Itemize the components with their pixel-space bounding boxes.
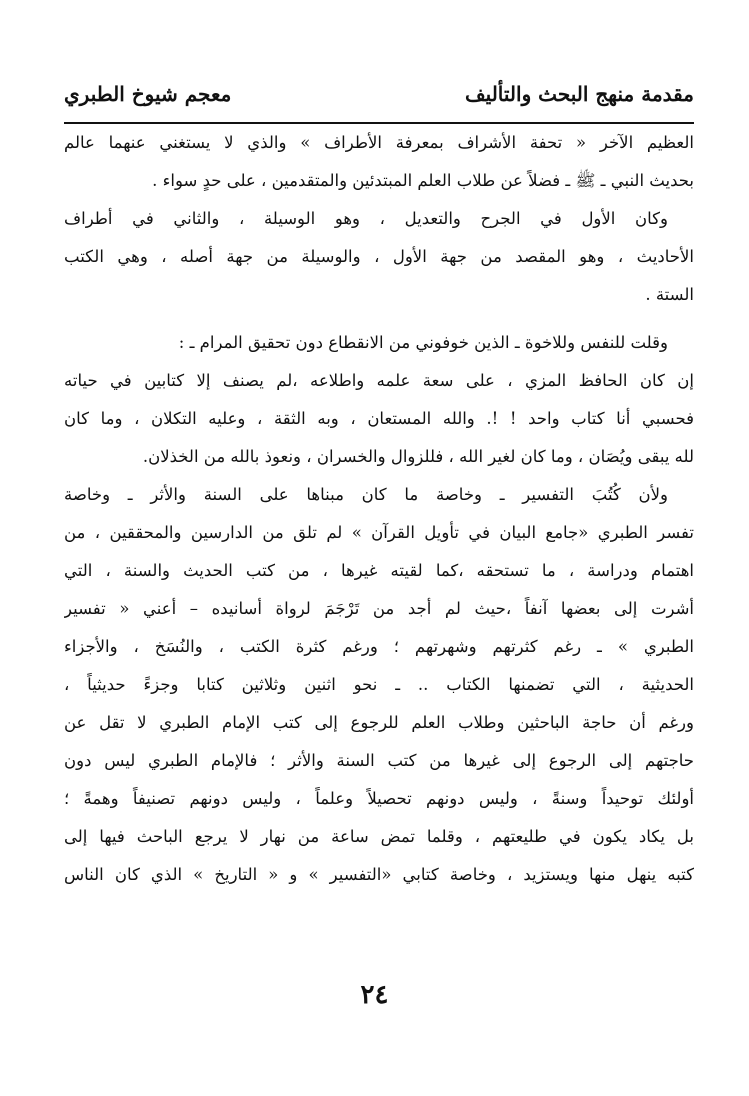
page-header — [64, 82, 694, 116]
text-line: وكان الأول في الجرح والتعديل ، وهو الوسيلة ، والثاني في أطراف — [64, 209, 668, 228]
text-line: ورغم أن حاجة الباحثين وطلاب العلم للرجوع إلى كتب الإمام الطبري لا تقل عن — [64, 713, 694, 732]
body-text — [64, 124, 694, 894]
text-line: الأحاديث ، وهو المقصد من جهة الأول ، والوسيلة من جهة أصله ، وهي الكتب — [64, 247, 694, 266]
text-line: لله يبقى ويُصَان ، وما كان لغير الله ، فللزوال والخسران ، ونعوذ بالله من الخذلان. — [142, 447, 694, 466]
text-line: الستة . — [645, 285, 694, 304]
text-line: بل يكاد يكون في طليعتهم ، وقلما تمض ساعة من نهار لا يرجع الباحث فيها إلى — [64, 827, 694, 846]
text-line: تفسر الطبري «جامع البيان في تأويل القرآن » لم تلق من الدارسين والمحققين ، من — [64, 523, 694, 542]
text-line: حاجتهم إلى الرجوع إلى غيرها من كتب السنة والأثر ؛ فالإمام الطبري ليس دون — [64, 751, 694, 770]
text-line: فحسبي أنا كتاب واحد ! !. والله المستعان ، وبه الثقة ، وعليه التكلان ، وما كان — [64, 409, 694, 428]
running-title: معجم شيوخ الطبري — [64, 82, 232, 106]
text-line: ولأن كُتُبَ التفسير ـ وخاصة ما كان مبناها على السنة والأثر ـ وخاصة — [64, 485, 668, 504]
text-line: أشرت إلى بعضها آنفاً ،حيث لم أجد من تَرْجَمَ لرواة أسانيده – أعني « تفسير — [64, 599, 694, 618]
page-number: ٢٤ — [360, 980, 389, 1010]
text-line: بحديث النبي ـ ﷺ ـ فضلاً عن طلاب العلم المبتدئين والمتقدمين ، على حدٍ سواء . — [152, 171, 694, 190]
book-title: مقدمة منهج البحث والتأليف — [464, 82, 694, 106]
text-line: كتبه ينهل منها ويستزيد ، وخاصة كتابي «التفسير » و « التاريخ » الذي كان الناس — [64, 865, 694, 884]
text-line: إن كان الحافظ المزي ، على سعة علمه واطلاعه ،لم يصنف إلا كتابين في حياته — [64, 371, 694, 390]
text-line: اهتمام ودراسة ، ما تستحقه ،كما لقيته غيرها ، من كتب الحديث والسنة ، التي — [64, 561, 694, 580]
text-line: الحديثية ، التي تضمنها الكتاب .. ـ نحو اثنين وثلاثين كتابا وجزءً حديثياً ، — [64, 675, 694, 694]
text-line: أولئك توحيداً وسنةً ، وليس دونهم تحصيلاً وعلماً ، وليس دونهم تصنيفاً وهمةً ؛ — [64, 789, 694, 808]
text-line: الطبري » ـ رغم كثرتهم وشهرتهم ؛ ورغم كثرة الكتب ، والنُسَخ ، والأجزاء — [64, 637, 694, 656]
text-line: العظيم الآخر « تحفة الأشراف بمعرفة الأطراف » والذي لا يستغني عنهما عالم — [64, 133, 694, 152]
text-line: وقلت للنفس وللاخوة ـ الذين خوفوني من الانقطاع دون تحقيق المرام ـ : — [178, 333, 668, 352]
